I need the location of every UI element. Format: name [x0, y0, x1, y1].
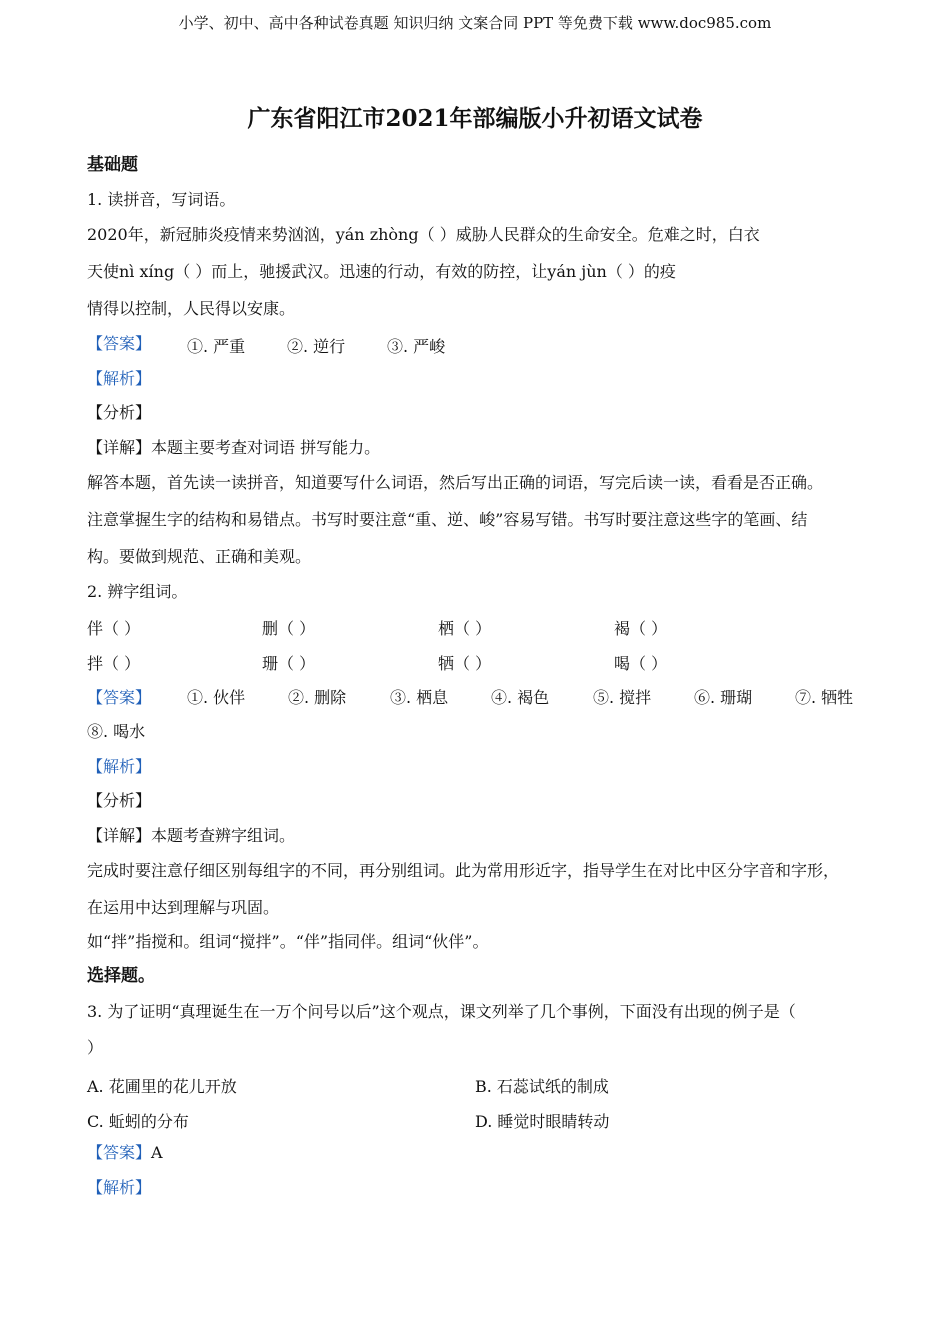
- q2-item: 褐（ ）: [614, 619, 668, 638]
- section-heading-basics: 基础题: [87, 155, 138, 175]
- q1-fenxi-tag: 【分析】: [87, 403, 152, 422]
- detail-tag: 【详解】: [87, 826, 152, 845]
- q2-item: 删（ ）: [262, 619, 316, 638]
- q3-option-a: A. 花圃里的花儿开放: [87, 1077, 237, 1096]
- q2-analysis-tag: 【解析】: [87, 757, 152, 776]
- page-header: 小学、初中、高中各种试卷真题 知识归纳 文案合同 PPT 等免费下载 www.doc985.com: [178, 14, 772, 32]
- q1-text-line-1: 2020年，新冠肺炎疫情来势汹汹，yán zhòng（ ）威胁人民群众的生命安全。危难之时，白衣: [87, 225, 760, 244]
- answer-tag: 【答案】: [87, 688, 152, 707]
- q2-explanation-1: 完成时要注意仔细区别每组字的不同，再分别组词。此为常用形近字，指导学生在对比中区分字音和字形，: [87, 861, 840, 880]
- q3-prompt-end: ）: [87, 1038, 104, 1057]
- answer-tag: 【答案】: [87, 1143, 152, 1162]
- q2-item: 伴（ ）: [87, 619, 141, 638]
- q2-detail: [87, 826, 295, 846]
- page-title: 广东省阳江市2021年部编版小升初语文试卷: [247, 105, 703, 132]
- q1-explanation-3: 构。要做到规范、正确和美观。: [87, 547, 312, 566]
- q2-fenxi-tag: 【分析】: [87, 791, 152, 810]
- q2-answer: ⑤. 搅拌: [593, 688, 652, 707]
- q2-item: 拌（ ）: [87, 654, 141, 673]
- q2-answer: ③. 栖息: [390, 688, 449, 707]
- q1-detail: [87, 438, 380, 458]
- q2-answer: ②. 删除: [288, 688, 347, 707]
- q2-answer: ⑦. 牺牲: [795, 688, 854, 707]
- q3-analysis-tag: 【解析】: [87, 1178, 152, 1197]
- q3-answer: A: [151, 1143, 163, 1162]
- q1-analysis-tag: 【解析】: [87, 369, 152, 388]
- q1-text-line-2: 天使nì xíng（ ）而上，驰援武汉。迅速的行动，有效的防控，让yán jùn（ ）的疫: [87, 262, 676, 281]
- q3-prompt: 3. 为了证明“真理诞生在一万个问号以后”这个观点，课文列举了几个事例，下面没有出现的例子是（: [87, 1002, 796, 1021]
- q3-option-d: D. 睡觉时眼睛转动: [475, 1112, 610, 1131]
- q1-prompt: 1. 读拼音，写词语。: [87, 190, 236, 209]
- q1-answer-2: ②. 逆行: [287, 337, 346, 356]
- detail-tag: 【详解】: [87, 438, 152, 457]
- detail-text: 本题主要考查对词语 拼写能力。: [151, 438, 381, 457]
- q1-answer-row: [87, 334, 151, 354]
- q2-prompt: 2. 辨字组词。: [87, 582, 188, 601]
- q2-item: 喝（ ）: [614, 654, 668, 673]
- q3-option-c: C. 蚯蚓的分布: [87, 1112, 189, 1131]
- q2-item: 牺（ ）: [438, 654, 492, 673]
- q2-explanation-2: 在运用中达到理解与巩固。: [87, 898, 280, 917]
- answer-tag: 【答案】: [87, 334, 152, 353]
- q1-explanation-2: 注意掌握生字的结构和易错点。书写时要注意“重、逆、峻”容易写错。书写时要注意这些字的笔画、结: [87, 510, 808, 529]
- q2-item: 栖（ ）: [438, 619, 492, 638]
- q1-answer-1: ①. 严重: [187, 337, 246, 356]
- q2-answer: ⑥. 珊瑚: [694, 688, 753, 707]
- section-heading-choice: 选择题。: [87, 966, 155, 986]
- q1-text-line-3: 情得以控制，人民得以安康。: [87, 299, 296, 318]
- q3-option-b: B. 石蕊试纸的制成: [475, 1077, 609, 1096]
- detail-text: 本题考查辨字组词。: [151, 826, 296, 845]
- q1-answer-3: ③. 严峻: [387, 337, 446, 356]
- q2-item: 珊（ ）: [262, 654, 316, 673]
- q2-answer: ④. 褐色: [491, 688, 550, 707]
- q2-explanation-3: 如“拌”指搅和。组词“搅拌”。“伴”指同伴。组词“伙伴”。: [87, 932, 489, 951]
- q2-answer-8: ⑧. 喝水: [87, 722, 146, 741]
- q3-answer-row: [87, 1143, 163, 1163]
- q1-explanation-1: 解答本题，首先读一读拼音，知道要写什么词语，然后写出正确的词语，写完后读一读，看看是否正确。: [87, 473, 824, 492]
- q2-answer: ①. 伙伴: [187, 688, 246, 707]
